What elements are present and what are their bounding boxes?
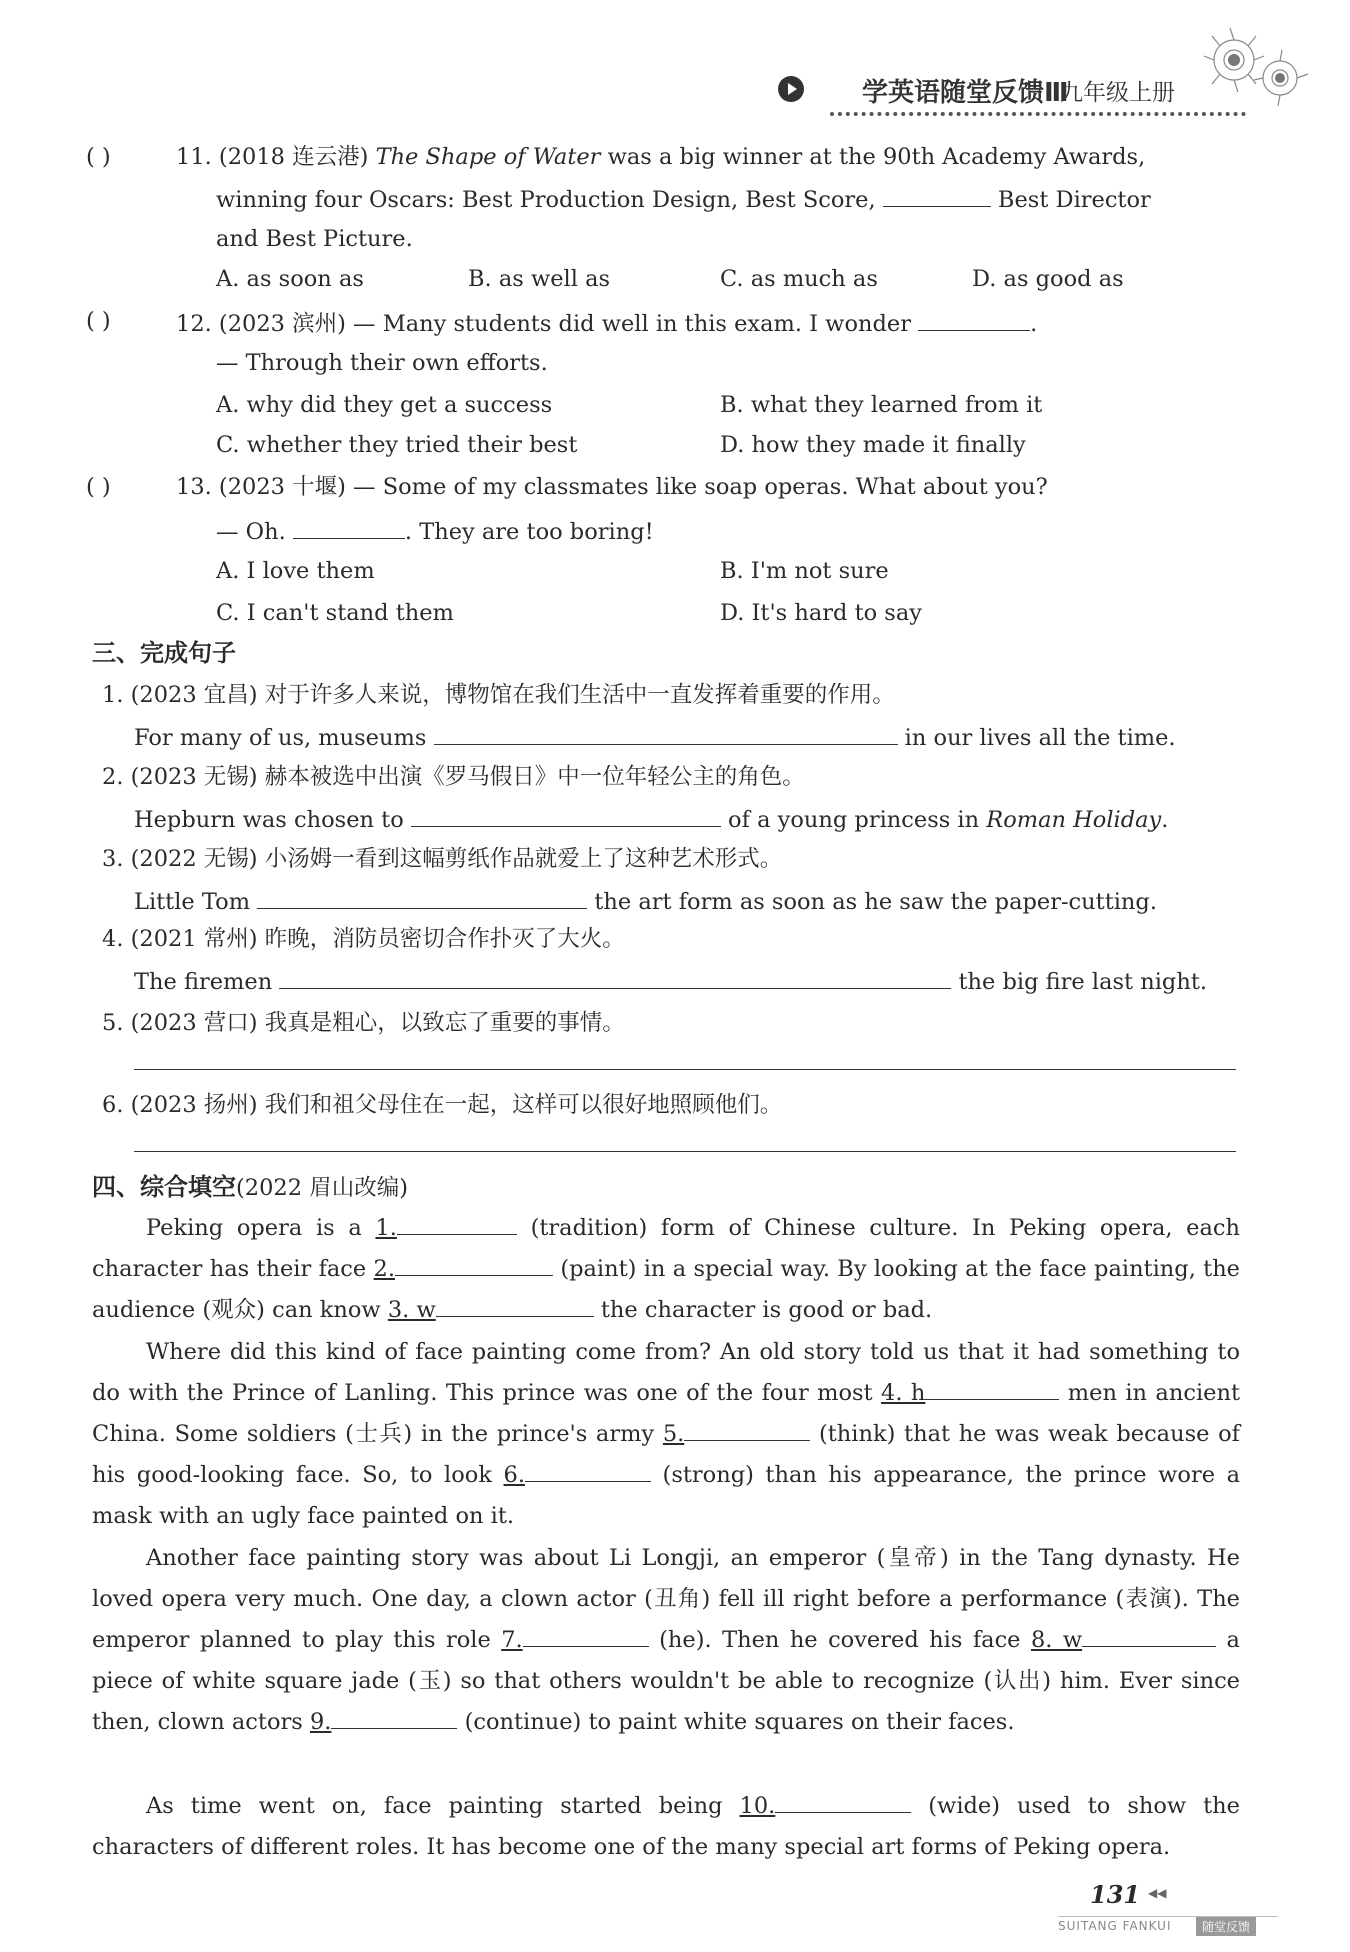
s3-item-2-en: Hepburn was chosen to of a young princess in Roman Holiday. <box>134 802 1168 835</box>
s3-item-1-cn: 1. (2023 宜昌) 对于许多人来说，博物馆在我们生活中一直发挥着重要的作用。 <box>102 682 895 708</box>
question-12-line-2: — Through their own efforts. <box>216 350 548 376</box>
section-3-title: 三、完成句子 <box>92 639 236 667</box>
option-11-c[interactable]: C. as much as <box>720 266 878 292</box>
blank-13[interactable] <box>293 514 405 539</box>
s3-item-6-cn: 6. (2023 扬州) 我们和祖父母住在一起，这样可以很好地照顾他们。 <box>102 1092 783 1118</box>
passage-blank-9[interactable]: 9. <box>309 1709 332 1735</box>
footer-brand-bar <box>1058 1916 1278 1935</box>
play-icon <box>778 76 804 102</box>
answer-paren-12[interactable]: ( ) <box>86 308 111 334</box>
option-12-b[interactable]: B. what they learned from it <box>720 392 1043 418</box>
passage-blank-3[interactable]: 3. w <box>387 1297 436 1323</box>
passage-blank-8[interactable]: 8. w <box>1030 1627 1083 1653</box>
grade-label: 九年级上册 <box>1060 80 1175 106</box>
passage-blank-2[interactable]: 2. <box>373 1256 396 1282</box>
page-number: 131 <box>1090 1880 1141 1909</box>
passage-blank-1[interactable]: 1. <box>375 1215 397 1241</box>
blank-12[interactable] <box>918 306 1030 331</box>
section-4-source: (2022 眉山改编) <box>236 1175 408 1201</box>
option-11-a[interactable]: A. as soon as <box>216 266 364 292</box>
s3-item-1-en: For many of us, museums in our lives all the time. <box>134 720 1176 753</box>
book-title: 学英语随堂反馈Ⅲ <box>862 78 1069 108</box>
s3-answer-line-5[interactable] <box>134 1068 1236 1070</box>
answer-paren-11[interactable]: ( ) <box>86 144 111 170</box>
section-4-title: 四、综合填空(2022 眉山改编) <box>92 1173 408 1201</box>
question-11-line-2: winning four Oscars: Best Production Design, Best Score, Best Director <box>216 182 1151 215</box>
s3-item-2-cn: 2. (2023 无锡) 赫本被选中出演《罗马假日》中一位年轻公主的角色。 <box>102 764 805 790</box>
option-13-a[interactable]: A. I love them <box>216 558 375 584</box>
page-header <box>778 68 1238 114</box>
passage-blank-7[interactable]: 7. <box>501 1627 523 1653</box>
passage-blank-10[interactable]: 10. <box>739 1793 776 1819</box>
s3-item-3-en: Little Tom the art form as soon as he saw the paper-cutting. <box>134 884 1157 917</box>
blank-11[interactable] <box>883 182 991 207</box>
double-arrow-left-icon: ◀◀ <box>1148 1886 1167 1900</box>
s3-item-4-cn: 4. (2021 常州) 昨晚，消防员密切合作扑灭了大火。 <box>102 926 625 952</box>
s3-item-4-en: The firemen the big fire last night. <box>134 964 1207 997</box>
option-12-d[interactable]: D. how they made it finally <box>720 432 1026 458</box>
footer-brand-cn: 随堂反馈 <box>1196 1917 1256 1936</box>
option-12-c[interactable]: C. whether they tried their best <box>216 432 578 458</box>
passage-paragraph-1: Peking opera is a 1. (tradition) form of Chinese culture. In Peking opera, each character has their face 2. (paint) in a special way. By looking at the face painting, the audience (观众) can know 3. w the character is good or bad. <box>92 1208 1240 1331</box>
passage-blank-4[interactable]: 4. h <box>881 1380 926 1406</box>
option-11-b[interactable]: B. as well as <box>468 266 611 292</box>
s3-answer-line-6[interactable] <box>134 1150 1236 1152</box>
s3-blank-2[interactable] <box>411 802 721 827</box>
passage-blank-5[interactable]: 5. <box>662 1421 685 1447</box>
question-11-line-1: 11. (2018 连云港) The Shape of Water was a big winner at the 90th Academy Awards, <box>176 144 1146 170</box>
question-12-line-1: 12. (2023 滨州) — Many students did well in this exam. I wonder . <box>176 306 1037 339</box>
s3-item-5-cn: 5. (2023 营口) 我真是粗心，以致忘了重要的事情。 <box>102 1010 625 1036</box>
passage-paragraph-4: As time went on, face painting started being 10. (wide) used to show the characters of different roles. It has become one of the many special art forms of Peking opera. <box>92 1786 1240 1868</box>
answer-paren-13[interactable]: ( ) <box>86 474 111 500</box>
s3-blank-1[interactable] <box>434 720 898 745</box>
option-13-b[interactable]: B. I'm not sure <box>720 558 889 584</box>
footer-brand-en: SUITANG FANKUI <box>1058 1919 1172 1933</box>
question-13-line-1: 13. (2023 十堰) — Some of my classmates like soap operas. What about you? <box>176 474 1048 500</box>
header-dotted-rule <box>830 112 1246 116</box>
question-11-line-3: and Best Picture. <box>216 226 413 252</box>
passage-paragraph-2: Where did this kind of face painting come from? An old story told us that it had something to do with the Prince of Lanling. This prince was one of the four most 4. h men in ancient China. Some soldiers (士兵) in the prince's army 5. (think) that he was weak because of his good-looking face. So, to look 6. (strong) than his appearance, the prince wore a mask with an ugly face painted on it. <box>92 1339 1241 1529</box>
question-13-line-2: — Oh. . They are too boring! <box>216 514 654 547</box>
s3-item-3-cn: 3. (2022 无锡) 小汤姆一看到这幅剪纸作品就爱上了这种艺术形式。 <box>102 846 783 872</box>
s3-blank-3[interactable] <box>257 884 587 909</box>
option-11-d[interactable]: D. as good as <box>972 266 1124 292</box>
option-13-c[interactable]: C. I can't stand them <box>216 600 454 626</box>
passage-blank-6[interactable]: 6. <box>503 1462 525 1488</box>
sunflower-decoration-icon <box>1196 22 1316 122</box>
option-12-a[interactable]: A. why did they get a success <box>216 392 553 418</box>
option-13-d[interactable]: D. It's hard to say <box>720 600 922 626</box>
s3-blank-4[interactable] <box>279 964 951 989</box>
passage-paragraph-3: Another face painting story was about Li Longji, an emperor (皇帝) in the Tang dynasty. He loved opera very much. One day, a clown actor (丑角) fell ill right before a performance (表演). The emperor planned to play this role 7. (he). Then he covered his face 8. w a piece of white square jade (玉) so that others wouldn't be able to recognize (认出) him. Ever since then, clown actors 9. (continue) to paint white squares on their faces. <box>92 1545 1240 1735</box>
